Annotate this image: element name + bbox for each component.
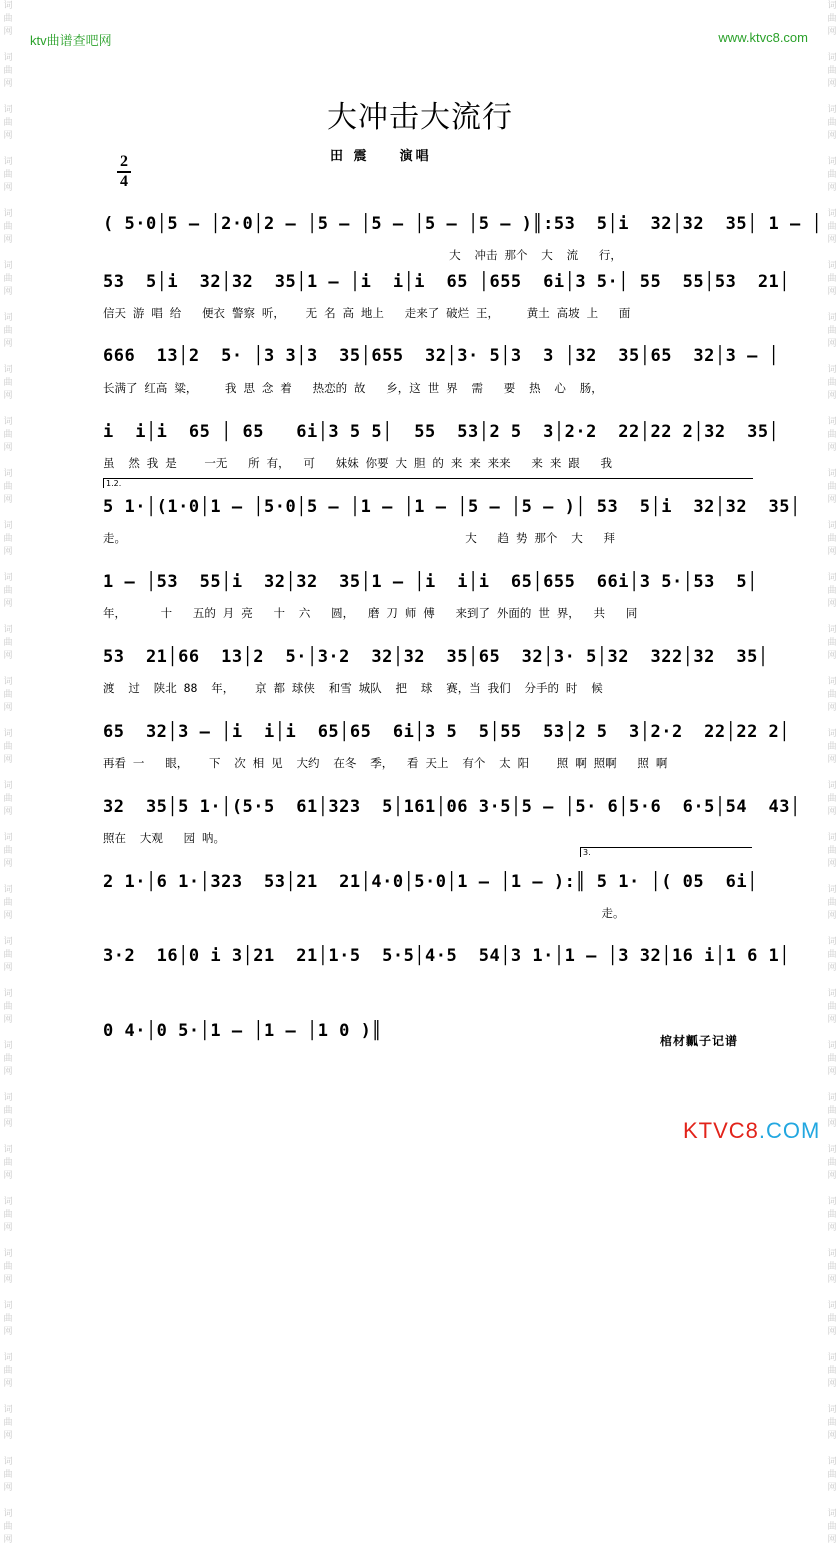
transcriber-credit: 棺材瓤子记谱 [660, 1034, 739, 1048]
singer-credit: 田 震 演唱 [330, 149, 432, 164]
volta-third-ending: 3. [580, 847, 752, 857]
score-row-4-lyrics: 虽 然 我 是 一无 所 有， 可 妹妹 你要 大 胆 的 来 来 来来 来 来 跟 我 [103, 456, 613, 470]
song-title: 大冲击大流行 [327, 100, 513, 135]
score-row-10-lyrics: 走。 [103, 906, 625, 920]
score-row-5-notes: 5 1·│(1·0│1 – │5·0│5 – │1 – │1 – │5 – │5 – )│ 53 5│i 32│32 35│ [103, 497, 801, 517]
score-row-3-lyrics: 长满了 红高 粱， 我 思 念 着 热恋的 故 乡，这 世 界 需 要 热 心 肠， [103, 381, 603, 395]
score-row-9-lyrics: 照在 大观 园 呐。 [103, 831, 226, 845]
score-row-2-notes: 53 5│i 32│32 35│1 – │i i│i 65 │655 6i│3 5·│ 55 55│53 21│ [103, 272, 791, 292]
score-row-11-notes: 3·2 16│0 i 3│21 21│1·5 5·5│4·5 54│3 1·│1 – │3 32│16 i│1 6 1│ [103, 946, 791, 966]
score-row-7-lyrics: 渡 过 陕北 88 年， 京 都 球侠 和雪 城队 把 球 赛，当 我们 分手的 时 候 [103, 681, 603, 695]
logo-part-c8: C8 [728, 1118, 759, 1143]
score-row-7-notes: 53 21│66 13│2 5·│3·2 32│32 35│65 32│3· 5│32 322│32 35│ [103, 647, 769, 667]
time-signature-top: 2 [120, 153, 128, 170]
site-name-left[interactable]: ktv曲谱查吧网 [30, 33, 112, 48]
volta-first-ending: 1.2. [103, 478, 753, 488]
time-signature-bottom: 4 [120, 173, 128, 190]
score-row-8-notes: 65 32│3 – │i i│i 65│65 6i│3 5 5│55 53│2 5 3│2·2 22│22 2│ [103, 722, 791, 742]
site-url-right[interactable]: www.ktvc8.com [718, 30, 808, 45]
score-row-2-lyrics: 信天 游 唱 给 便衣 警察 听， 无 名 高 地上 走来了 破烂 王， 黄土 高坡 上 面 [103, 306, 631, 320]
ktvc8-logo[interactable] [683, 1118, 820, 1144]
score-row-12-notes: 0 4·│0 5·│1 – │1 – │1 0 )║ [103, 1021, 383, 1041]
score-row-9-notes: 32 35│5 1·│(5·5 61│323 5│161│06 3·5│5 – │5· 6│5·6 6·5│54 43│ [103, 797, 801, 817]
time-signature [117, 153, 131, 191]
score-row-6-notes: 1 – │53 55│i 32│32 35│1 – │i i│i 65│655 66i│3 5·│53 5│ [103, 572, 758, 592]
score-row-10-notes: 2 1·│6 1·│323 53│21 21│4·0│5·0│1 – │1 – ):║ 5 1· │( 05 6i│ [103, 872, 758, 892]
score-row-3-notes: 666 13│2 5· │3 3│3 35│655 32│3· 5│3 3 │32 35│65 32│3 – │ [103, 346, 780, 366]
logo-part-com: .COM [758, 1118, 821, 1143]
side-watermark-right: 词 曲 网 词 曲 网 词 曲 网 词 曲 网 词 曲 网 词 曲 网 词 曲 网 词 曲 网 词 曲 网 词 曲 网 词 曲 网 词 曲 网 词 曲 网 词 曲 网 词 曲 网 词 曲 网 词 曲 网 词 曲 网 词 曲 网 词 曲 网 词 曲 网 词 曲 网 词 曲 网 词 曲 网 词 曲 网 词 曲 网 词 曲 网 词 曲 网 词 曲 网 词 曲 网 [827, 1, 837, 1545]
score-row-6-lyrics: 年， 十 五的 月 亮 十 六 圆， 磨 刀 师 傅 来到了 外面的 世 界， 共 同 [103, 606, 638, 620]
score-row-1-notes: ( 5·0│5 – │2·0│2 – │5 – │5 – │5 – │5 – )║:53 5│i 32│32 35│ 1 – │ [103, 214, 823, 234]
logo-part-ktv: KTV [683, 1118, 729, 1143]
side-watermark-left: 词 曲 网 词 曲 网 词 曲 网 词 曲 网 词 曲 网 词 曲 网 词 曲 网 词 曲 网 词 曲 网 词 曲 网 词 曲 网 词 曲 网 词 曲 网 词 曲 网 词 曲 网 词 曲 网 词 曲 网 词 曲 网 词 曲 网 词 曲 网 词 曲 网 词 曲 网 词 曲 网 词 曲 网 词 曲 网 词 曲 网 词 曲 网 词 曲 网 词 曲 网 词 曲 网 [3, 1, 13, 1545]
score-row-8-lyrics: 再看 一 眼， 下 次 相 见 大约 在冬 季， 看 天上 有个 太 阳 照 啊 照啊 照 啊 [103, 756, 668, 770]
score-row-4-notes: i i│i 65 │ 65 6i│3 5 5│ 55 53│2 5 3│2·2 22│22 2│32 35│ [103, 422, 780, 442]
score-row-1-lyrics: 大 冲击 那个 大 流 行， [103, 248, 622, 262]
score-row-5-lyrics: 走。 大 趋 势 那个 大 拜 [103, 531, 615, 545]
